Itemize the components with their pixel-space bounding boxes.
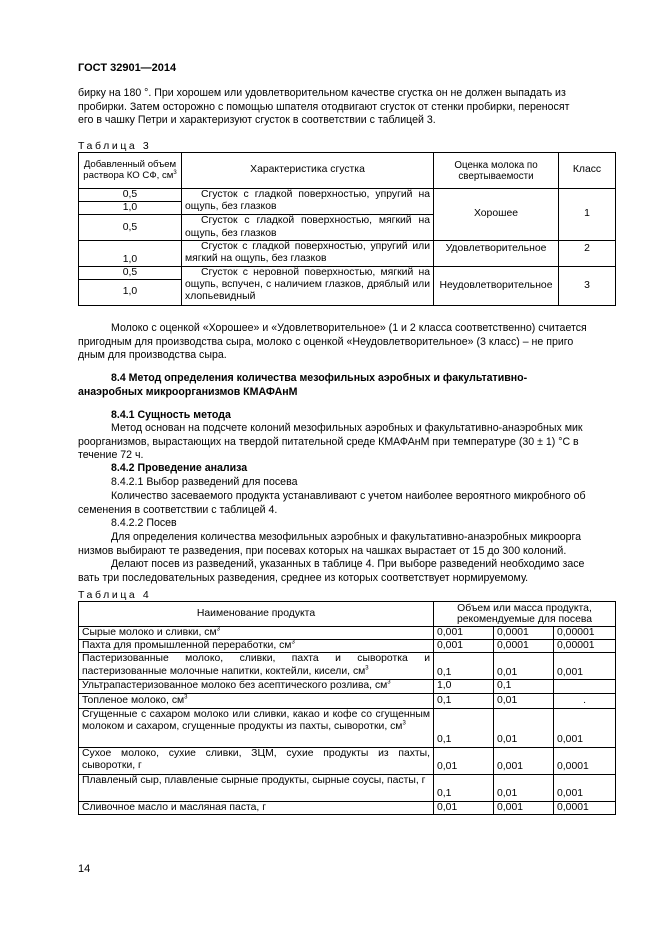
table-row: Пастеризованные молоко, сливки, пахта и сыворотка и пастеризованные молочные напитки, коктейли, кисели, $см^3$ xyxy=(79,653,434,680)
intro-paragraph xyxy=(78,87,612,128)
table-4-value-cell: 0,0001 xyxy=(554,747,616,774)
table-3-characteristic-cell: Сгусток с гладкой поверхностью, упругий на ощупь, без глазков xyxy=(182,189,434,215)
table-4-value-cell: 0,001 xyxy=(554,653,616,680)
table-4-value-cell: 0,001 xyxy=(494,801,554,814)
table-4-value-cell: 0,0001 xyxy=(494,640,554,653)
table-3-rating-cell: Удовлетворительное xyxy=(434,240,559,266)
document-code: ГОСТ 32901—2014 xyxy=(78,62,177,74)
table-3 xyxy=(78,152,616,306)
section-8-4-2-2-title: 8.4.2.2 Посев xyxy=(111,517,177,529)
table-row: Плавленый сыр, плавленые сырные продукты, сырные соусы, пасты, г xyxy=(79,774,434,801)
table-4-value-cell: 0,0001 xyxy=(494,627,554,640)
table-4-caption: Таблица 4 xyxy=(78,589,152,601)
table-4-value-cell: 0,01 xyxy=(494,708,554,747)
section-8-4-2-1-title: 8.4.2.1 Выбор разведений для посева xyxy=(111,476,298,488)
table-4-value-cell xyxy=(554,680,616,693)
table-4-value-cell: 0,01 xyxy=(434,747,494,774)
table-row: Сгущенные с сахаром молоко или сливки, какао и кофе со сгущенным молоком и сахаром, сгущенные продукты из пахты, сыворотки, $см^3$ xyxy=(79,708,434,747)
table-4-header-amount: Объем или масса продукта, рекомендуемые для посева xyxy=(434,602,616,627)
table-3-rating-cell: Неудовлетворительное xyxy=(434,266,559,305)
table-4-value-cell: . xyxy=(554,693,616,708)
table-3-class-cell: 3 xyxy=(559,266,616,305)
table-row: Топленое молоко, $см^3$ xyxy=(79,693,434,708)
table-3-header-characteristic: Характеристика сгустка xyxy=(182,153,434,189)
table-3-header-rating: Оценка молока по свертываемости xyxy=(434,153,559,189)
table-3-header-class: Класс xyxy=(559,153,616,189)
table-3-characteristic-cell: Сгусток с гладкой поверхностью, упругий или мягкий на ощупь, без глазков xyxy=(182,240,434,266)
section-8-4-2-title: 8.4.2 Проведение анализа xyxy=(111,462,248,474)
table-3-volume-cell: 1,0 xyxy=(79,240,182,266)
intro-line: бирку на 180 °. При хорошем или удовлетворительном качестве сгустка он не должен выпадать из xyxy=(78,87,566,99)
table-4-value-cell: 0,01 xyxy=(494,774,554,801)
paragraph-line: Метод основан на подсчете колоний мезофильных аэробных и факультативно-анаэробных мик xyxy=(111,422,583,434)
table-4-value-cell: 0,01 xyxy=(494,693,554,708)
table-4-value-cell: 0,0001 xyxy=(554,801,616,814)
table-4-value-cell: 0,001 xyxy=(494,747,554,774)
table-4-value-cell: 0,1 xyxy=(434,774,494,801)
paragraph-line: роорганизмов, вырастающих на твердой питательной среде КМАФАнМ при температуре (30 ± 1) °С в xyxy=(78,435,579,448)
section-8-4-2-2-text xyxy=(78,531,612,558)
table-3-volume-cell: 1,0 xyxy=(79,202,182,215)
paragraph-line: вать три последовательных разведения, среднее из которых соответствует нормируемому. xyxy=(78,571,529,584)
intro-line: его в чашку Петри и характеризуют сгусток в соответствии с таблицей 3. xyxy=(78,114,436,127)
table-3-class-cell: 2 xyxy=(559,240,616,266)
table-row: Ультрапастеризованное молоко без асептического розлива, $см^3$ xyxy=(79,680,434,693)
section-8-4-heading xyxy=(78,372,612,399)
milk-suitability-paragraph xyxy=(78,322,612,363)
table-4-value-cell: 0,1 xyxy=(494,680,554,693)
heading-line: 8.4 Метод определения количества мезофильных аэробных и факультативно- xyxy=(111,372,528,384)
heading-line: анаэробных микроорганизмов КМАФАнМ xyxy=(78,385,298,398)
table-row: Пахта для промышленной переработки, $см^3$ xyxy=(79,640,434,653)
table-4-value-cell: 0,1 xyxy=(434,708,494,747)
table-4-header-name: Наименование продукта xyxy=(79,602,434,627)
table-3-class-cell: 1 xyxy=(559,189,616,241)
table-4-value-cell: 0,1 xyxy=(434,653,494,680)
paragraph-line: течение 72 ч. xyxy=(78,449,144,462)
paragraph-line: Для определения количества мезофильных аэробных и факультативно-анаэробных микроорга xyxy=(111,531,582,543)
table-4-value-cell: 0,001 xyxy=(434,627,494,640)
table-4 xyxy=(78,601,616,815)
paragraph-line: Молоко с оценкой «Хорошее» и «Удовлетворительное» (1 и 2 класса соответственно) считается xyxy=(111,322,587,334)
table-3-characteristic-cell: Сгусток с гладкой поверхностью, мягкий на ощупь, без глазков xyxy=(182,215,434,240)
table-row: Сухое молоко, сухие сливки, ЗЦМ, сухие продукты из пахты, сыворотки, г xyxy=(79,747,434,774)
table-3-caption: Таблица 3 xyxy=(78,140,152,152)
table-row: Сырые молоко и сливки, $см^3$ xyxy=(79,627,434,640)
table-4-value-cell: 0,001 xyxy=(554,708,616,747)
paragraph-line: низмов выбирают те разведения, при посевах которых на чашках вырастает от 15 до 300 колоний. xyxy=(78,544,567,557)
table-4-value-cell: 0,01 xyxy=(434,801,494,814)
table-row: Сливочное масло и масляная паста, г xyxy=(79,801,434,814)
table-3-volume-cell: 0,5 xyxy=(79,215,182,240)
table-4-value-cell: 1,0 xyxy=(434,680,494,693)
paragraph-line: пригодным для производства сыра, молоко с оценкой «Неудовлетворительное» (3 класс) – не приго xyxy=(78,335,574,348)
section-8-4-2-1-text xyxy=(78,490,612,517)
table-3-rating-cell: Хорошее xyxy=(434,189,559,241)
table-4-value-cell: 0,001 xyxy=(554,774,616,801)
paragraph-line: семенения в соответствии с таблицей 4. xyxy=(78,503,278,516)
table-4-value-cell: 0,00001 xyxy=(554,627,616,640)
paragraph-line: Делают посев из разведений, указанных в таблице 4. При выборе разведений необходимо засе xyxy=(111,558,585,570)
table-4-value-cell: 0,1 xyxy=(434,693,494,708)
section-8-4-2-2-text-2 xyxy=(78,558,612,585)
table-4-value-cell: 0,001 xyxy=(434,640,494,653)
table-3-characteristic-cell: Сгусток с неровной поверхностью, мягкий на ощупь, вспучен, с наличием глазков, дряблый или хлопьевидный xyxy=(182,266,434,305)
section-8-4-1-title: 8.4.1 Сущность метода xyxy=(111,409,231,421)
table-3-volume-cell: 1,0 xyxy=(79,280,182,306)
table-3-volume-cell: 0,5 xyxy=(79,266,182,279)
table-4-value-cell: 0,01 xyxy=(494,653,554,680)
section-8-4-1-text xyxy=(78,422,612,463)
paragraph-line: дным для производства сыра. xyxy=(78,349,227,362)
paragraph-line: Количество засеваемого продукта устанавливают с учетом наиболее вероятного микробного об xyxy=(111,490,586,502)
intro-line: пробирки. Затем осторожно с помощью шпателя отодвигают сгусток от стенки пробирки, переносят xyxy=(78,100,570,113)
page-number: 14 xyxy=(78,863,91,875)
table-4-value-cell: 0,00001 xyxy=(554,640,616,653)
table-3-header-volume: Добавленный объем раствора КО СФ, $см^3$ xyxy=(79,153,182,189)
table-3-volume-cell: 0,5 xyxy=(79,189,182,202)
